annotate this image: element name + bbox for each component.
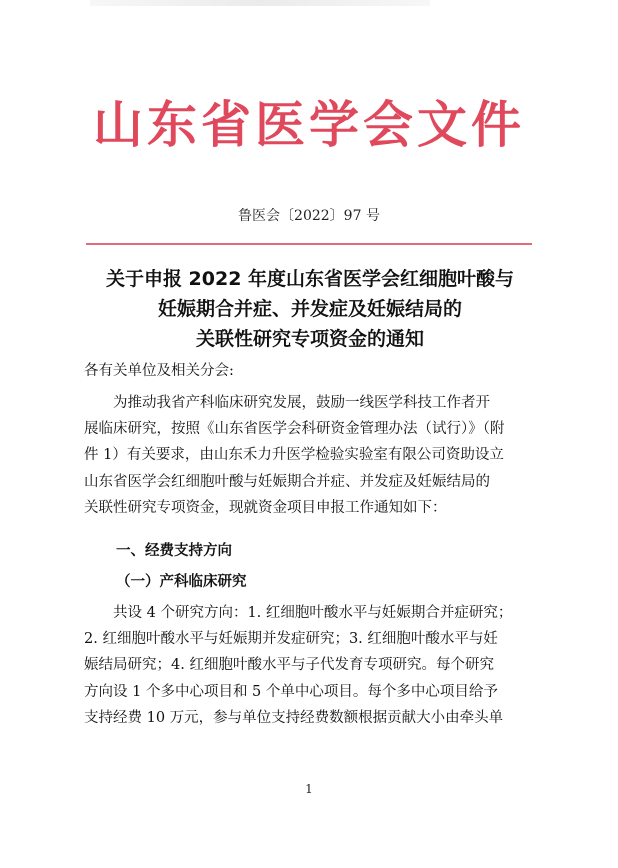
paragraph-line: 展临床研究，按照《山东省医学会科研资金管理办法（试行）》（附	[84, 421, 505, 438]
scan-artifact	[90, 0, 430, 6]
paragraph-line: 件 1）有关要求，由山东禾力升医学检验实验室有限公司资助设立	[84, 447, 504, 464]
paragraph-line: 2. 红细胞叶酸水平与妊娠期并发症研究；3. 红细胞叶酸水平与妊	[84, 631, 498, 648]
paragraph-line: 为推动我省产科临床研究发展，鼓励一线医学科技工作者开	[113, 395, 490, 411]
notice-title-line: 关联性研究专项资金的通知	[195, 328, 424, 350]
paragraph-line: 关联性研究专项资金，现就资金项目申报工作通知如下：	[84, 499, 447, 516]
paragraph-line: 支持经费 10 万元，参与单位支持经费数额根据贡献大小由牵头单	[84, 709, 504, 726]
paragraph-line: 娠结局研究；4. 红细胞叶酸水平与子代发育专项研究。每个研究	[84, 657, 494, 674]
notice-title-line: 关于申报 2022 年度山东省医学会红细胞叶酸与	[105, 268, 515, 290]
org-header-title: 山东省医学会文件	[93, 96, 525, 154]
notice-title	[60, 264, 560, 354]
document-number: 鲁医会〔2022〕97 号	[238, 208, 380, 224]
intro-paragraph	[84, 390, 540, 521]
notice-title-line: 妊娠期合并症、并发症及妊娠结局的	[157, 298, 462, 320]
paragraph-line: 共设 4 个研究方向：1. 红细胞叶酸水平与妊娠期合并症研究；	[113, 605, 513, 621]
section-heading: 一、经费支持方向	[116, 543, 232, 559]
section-subheading: （一）产科临床研究	[116, 574, 247, 590]
paragraph-line: 方向设 1 个多中心项目和 5 个单中心项目。每个多中心项目给予	[84, 683, 498, 700]
paragraph-line: 山东省医学会红细胞叶酸与妊娠期合并症、并发症及妊娠结局的	[84, 473, 490, 490]
header-divider	[86, 243, 532, 245]
salutation: 各有关单位及相关分会:	[84, 363, 234, 379]
page-number: 1	[305, 782, 313, 796]
section1-paragraph	[84, 600, 540, 731]
